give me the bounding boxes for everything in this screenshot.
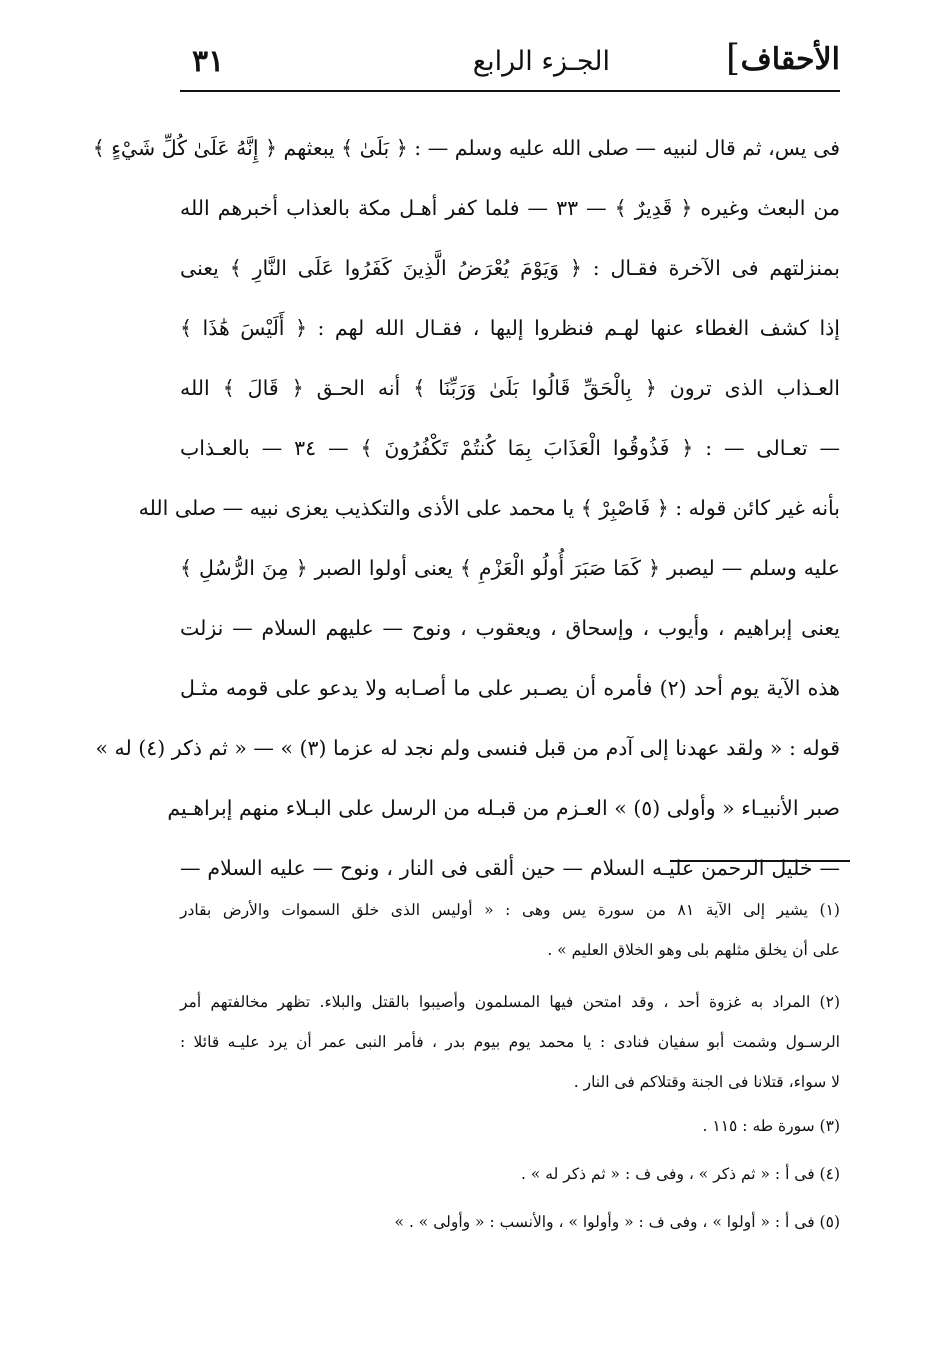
- footnotes: [180, 890, 840, 1246]
- text-line: هذه الآية يوم أحد (٢) فأمره أن يصـبر على ما أصـابه ولا يدعو على قومه مثـل: [180, 676, 840, 700]
- footnote-line: (٤) فى أ : « ثم ذكر » ، وفى ف : « ثم ذكر له » .: [521, 1165, 840, 1183]
- text-line: — خليل الرحمن عليـه السلام — حين ألقى فى النار ، ونوح — عليه السلام —: [180, 856, 840, 880]
- text-line: — تعـالى — : ﴿ فَذُوقُوا الْعَذَابَ بِمَا كُنتُمْ تَكْفُرُونَ ﴾ — ٣٤ — بالعـذاب: [180, 436, 840, 460]
- header-divider: [180, 90, 840, 92]
- footnote-line: لا سواء، قتلانا فى الجنة وقتلاكم فى النار .: [573, 1073, 840, 1091]
- footnote-line: الرسـول وشمت أبو سفيان فنادى : يا محمد يوم بيوم بدر ، فأمر النبى عمر أن يرد عليـه قائلا :: [180, 1033, 840, 1051]
- surah-title: الأحقاف: [740, 42, 840, 77]
- footnote-line: (١) يشير إلى الآية ٨١ من سورة يس وهى : « أوليس الذى خلق السموات والأرض بقادر: [180, 901, 840, 919]
- footnote-divider: [670, 860, 850, 862]
- text-line: العـذاب الذى ترون ﴿ بِالْحَقِّ قَالُوا بَلَىٰ وَرَبِّنَا ﴾ أنه الحـق ﴿ قَالَ ﴾ الله: [180, 376, 840, 400]
- text-line: يعنى إبراهيم ، وأيوب ، وإسحاق ، ويعقوب ، ونوح — عليهم السلام — نزلت: [180, 616, 840, 640]
- footnote-line: (٣) سورة طه : ١١٥ .: [702, 1117, 840, 1135]
- page-header: [180, 38, 840, 88]
- part-title: الجـزء الرابع: [472, 46, 610, 77]
- footnote-3: [180, 1102, 840, 1150]
- main-text: [92, 118, 841, 898]
- footnote-4: [180, 1150, 840, 1198]
- footnote-line: على أن يخلق مثلهم بلى وهو الخلاق العليم » .: [547, 941, 840, 959]
- text-line: عليه وسلم — ليصبر ﴿ كَمَا صَبَرَ أُولُو الْعَزْمِ ﴾ يعنى أولوا الصبر ﴿ مِنَ الرُّسُلِ ﴾: [180, 556, 840, 580]
- text-line: بمنزلتهم فى الآخرة فقـال : ﴿ وَيَوْمَ يُعْرَضُ الَّذِينَ كَفَرُوا عَلَى النَّارِ ﴾ يعنى: [180, 256, 840, 280]
- footnote-2: [180, 982, 840, 1102]
- header-bracket: ]: [725, 38, 740, 79]
- text-line: من البعث وغيره ﴿ قَدِيرٌ ﴾ — ٣٣ — فلما كفر أهـل مكة بالعذاب أخبرهم الله: [180, 196, 841, 220]
- text-line: إذا كشف الغطاء عنها لهـم فنظروا إليها ، فقـال الله لهم : ﴿ أَلَيْسَ هَٰذَا ﴾: [180, 316, 840, 340]
- footnote-5: [180, 1198, 840, 1246]
- text-line: صبر الأنبيـاء « وأولى (٥) » العـزم من قبـله من الرسل على البـلاء منهم إبراهـيم: [167, 796, 840, 820]
- footnote-line: (٥) فى أ : « أولوا » ، وفى ف : « وأولوا » ، والأنسب : « وأولى » . »: [394, 1213, 840, 1231]
- text-line: بأنه غير كائن قوله : ﴿ فَاصْبِرْ ﴾ يا محمد على الأذى والتكذيب يعزى نبيه — صلى الله: [138, 496, 840, 520]
- footnote-line: (٢) المراد به غزوة أحد ، وقد امتحن فيها المسلمون وأصيبوا بالقتل والبلاء. تظهر مخالفتهم أمر: [180, 993, 840, 1011]
- page-number: ٣١: [192, 44, 225, 79]
- footnote-1: [180, 890, 840, 970]
- text-line: قوله : « ولقد عهدنا إلى آدم من قبل فنسى ولم نجد له عزما (٣) » — « ثم ذكر (٤) له »: [95, 736, 840, 760]
- text-line: فى يس، ثم قال لنبيه — صلى الله عليه وسلم — : ﴿ بَلَىٰ ﴾ يبعثهم ﴿ إِنَّهُ عَلَىٰ كُلِّ شَيْءٍ ﴾: [92, 136, 840, 160]
